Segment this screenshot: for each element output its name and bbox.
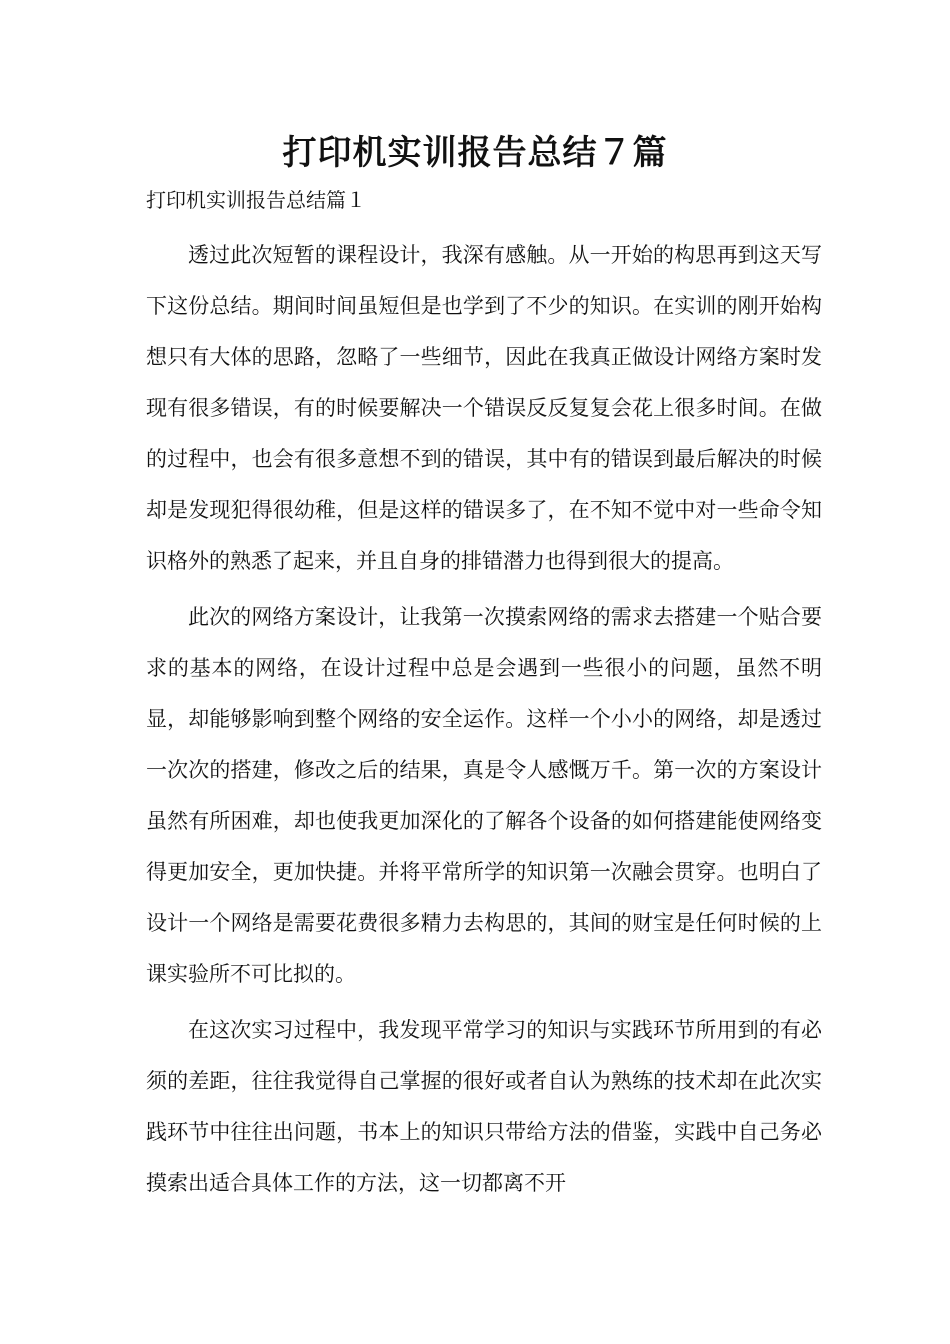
- section-heading: 打印机实训报告总结篇１: [146, 188, 366, 212]
- paragraph-3: 在这次实习过程中，我发现平常学习的知识与实践环节所用到的有必须的差距，往往我觉得自己掌握的很好或者自认为熟练的技术却在此次实践环节中往往出问题，书本上的知识只带给方法的借鉴，实践中自己务必摸索出适合具体工作的方法，这一切都离不开: [146, 1018, 822, 1195]
- paragraph-1: 透过此次短暂的课程设计，我深有感触。从一开始的构思再到这天写下这份总结。期间时间虽短但是也学到了不少的知识。在实训的刚开始构想只有大体的思路，忽略了一些细节，因此在我真正做设计网络方案时发现有很多错误，有的时候要解决一个错误反反复复会花上很多时间。在做的过程中，也会有很多意想不到的错误，其中有的错误到最后解决的时候却是发现犯得很幼稚，但是这样的错误多了，在不知不觉中对一些命令知识格外的熟悉了起来，并且自身的排错潜力也得到很大的提高。: [146, 243, 822, 573]
- document-body: [146, 230, 822, 1214]
- document-title: 打印机实训报告总结７篇: [282, 133, 668, 173]
- paragraph-2: 此次的网络方案设计，让我第一次摸索网络的需求去搭建一个贴合要求的基本的网络，在设计过程中总是会遇到一些很小的问题，虽然不明显，却能够影响到整个网络的安全运作。这样一个小小的网络，却是透过一次次的搭建，修改之后的结果，真是令人感慨万千。第一次的方案设计虽然有所困难，却也使我更加深化的了解各个设备的如何搭建能使网络变得更加安全，更加快捷。并将平常所学的知识第一次融会贯穿。也明白了设计一个网络是需要花费很多精力去构思的，其间的财宝是任何时候的上课实验所不可比拟的。: [146, 605, 822, 986]
